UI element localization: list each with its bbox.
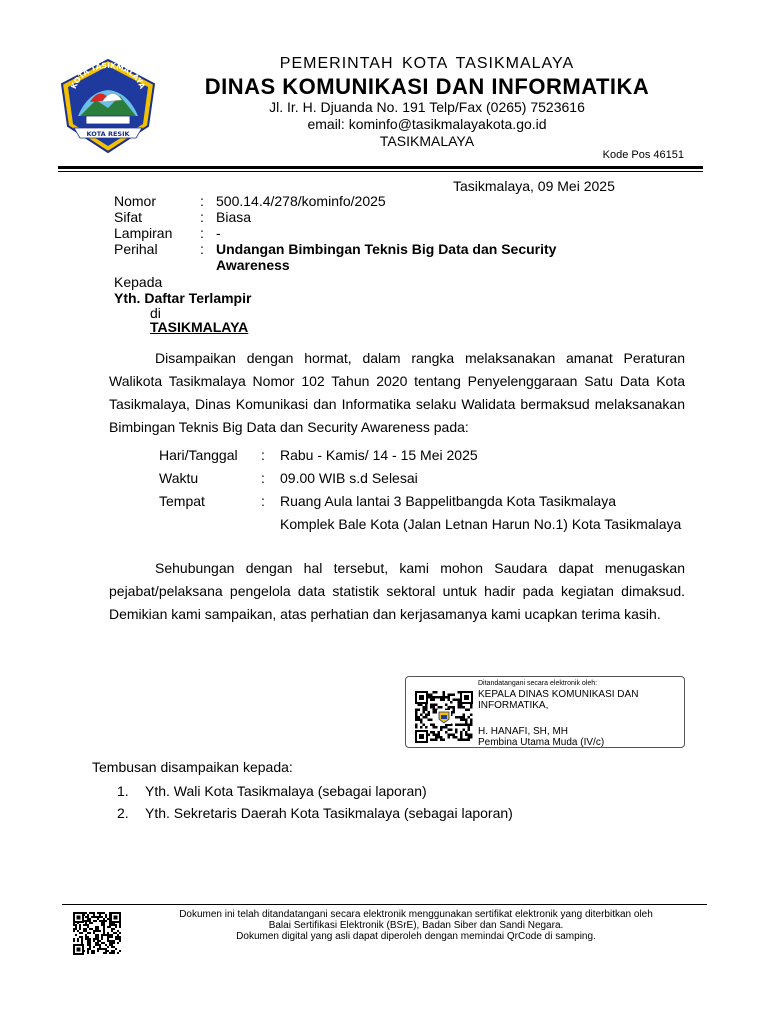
meta-value-subject: Undangan Bimbingan Teknis Big Data dan Security Awareness [216, 241, 557, 273]
copy-recipients-title: Tembusan disampaikan kepada: [92, 759, 293, 775]
meta-colon: : [200, 209, 204, 225]
meta-label: Lampiran [114, 225, 173, 241]
letter-date: Tasikmalaya, 09 Mei 2025 [453, 178, 615, 194]
meta-label: Perihal [114, 241, 158, 257]
recipient-kepada: Kepada [114, 274, 163, 290]
office-address: Jl. Ir. H. Djuanda No. 191 Telp/Fax (0265) 7523616 [269, 99, 585, 115]
meta-row-nomor [114, 193, 606, 209]
meta-colon: : [200, 225, 204, 241]
list-item-text: Yth. Sekretaris Daerah Kota Tasikmalaya (sebagai laporan) [145, 805, 513, 821]
footer-line: Dokumen ini telah ditandatangani secara elektronik menggunakan sertifikat elektronik yang diterbitkan oleh [179, 909, 653, 920]
postal-code: Kode Pos 46151 [602, 149, 684, 161]
logo-arc-text: KOTA TASIKMALAYA [68, 60, 148, 91]
meta-label: Sifat [114, 209, 143, 225]
signatory-rank: Pembina Utama Muda (IV/c) [478, 737, 605, 748]
office-email: email: kominfo@tasikmalayakota.go.id [307, 116, 547, 132]
office-city: TASIKMALAYA [379, 133, 475, 149]
meta-value: - [216, 225, 221, 241]
signatory-position: KEPALA DINAS KOMUNIKASI DAN INFORMATIKA, [478, 689, 639, 711]
list-item-number: 2. [117, 805, 129, 821]
list-item [117, 802, 513, 824]
detail-colon: : [261, 447, 265, 463]
footer-line: Balai Sertifikasi Elektronik (BSrE), Badan Siber dan Sandi Negara. [268, 920, 564, 931]
body-paragraph-opening: Disampaikan dengan hormat, dalam rangka melaksanakan amanat Peraturan Walikota Tasikmalaya Nomor 102 Tahun 2020 tentang Penyelenggaraan Satu Data Kota Tasikmalaya, Dinas Komunikasi dan Informatika selaku Walidata bermaksud melaksanakan Bimbingan Teknis Big Data dan Security Awareness pada: [109, 350, 685, 435]
detail-label: Tempat [159, 493, 205, 509]
meta-value: 500.14.4/278/kominfo/2025 [216, 193, 386, 209]
meta-row-sifat [114, 209, 606, 225]
detail-value: Ruang Aula lantai 3 Bappelitbangda Kota Tasikmalaya [280, 493, 616, 509]
recipient-city: TASIKMALAYA [150, 319, 249, 335]
verification-qr-code-icon[interactable] [72, 911, 122, 956]
meta-row-lampiran [114, 225, 606, 241]
footer-divider [62, 904, 707, 905]
letterhead-divider-thick [58, 166, 703, 169]
detail-label: Waktu [159, 470, 199, 486]
footer-note [138, 909, 694, 942]
footer-line: Dokumen digital yang asli dapat diperoleh dengan memindai QrCode di samping. [236, 931, 596, 942]
letterhead [0, 50, 768, 165]
list-item-text: Yth. Wali Kota Tasikmalaya (sebagai laporan) [145, 783, 427, 799]
signature-qr-code-icon[interactable] [414, 690, 474, 744]
meta-colon: : [200, 241, 204, 257]
body-paragraph-closing: Sehubungan dengan hal tersebut, kami mohon Saudara dapat menugaskan pejabat/pelaksana pengelola data statistik sektoral untuk hadir pada kegiatan dimaksud. Demikian kami sampaikan, atas perhatian dan kerjasamanya kami ucapkan terima kasih. [109, 560, 685, 622]
detail-colon: : [261, 493, 265, 509]
detail-colon: : [261, 470, 265, 486]
logo-banner-text: KOTA RESIK [86, 130, 130, 138]
department-name: DINAS KOMUNIKASI DAN INFORMATIKA [204, 74, 650, 99]
meta-colon: : [200, 193, 204, 209]
recipient-di: di [150, 305, 161, 321]
meta-row-perihal [114, 241, 606, 273]
government-name: PEMERINTAH KOTA TASIKMALAYA [279, 55, 575, 72]
copy-recipients-list [117, 780, 513, 824]
letter-meta [114, 193, 606, 273]
detail-label: Hari/Tanggal [159, 447, 238, 463]
list-item-number: 1. [117, 783, 129, 799]
list-item [117, 780, 513, 802]
signature-caption: Ditandatangani secara elektronik oleh: [478, 680, 598, 687]
letterhead-divider-thin [58, 171, 703, 172]
city-emblem-icon [56, 56, 160, 156]
recipient-name: Yth. Daftar Terlampir [114, 290, 252, 306]
meta-label: Nomor [114, 193, 157, 209]
electronic-signature-box [405, 676, 685, 748]
detail-value: 09.00 WIB s.d Selesai [280, 470, 418, 486]
detail-value-continued: Komplek Bale Kota (Jalan Letnan Harun No.1) Kota Tasikmalaya [280, 516, 682, 532]
signatory-name: H. HANAFI, SH, MH [478, 726, 569, 737]
detail-value: Rabu - Kamis/ 14 - 15 Mei 2025 [280, 447, 478, 463]
meta-value: Biasa [216, 209, 252, 225]
